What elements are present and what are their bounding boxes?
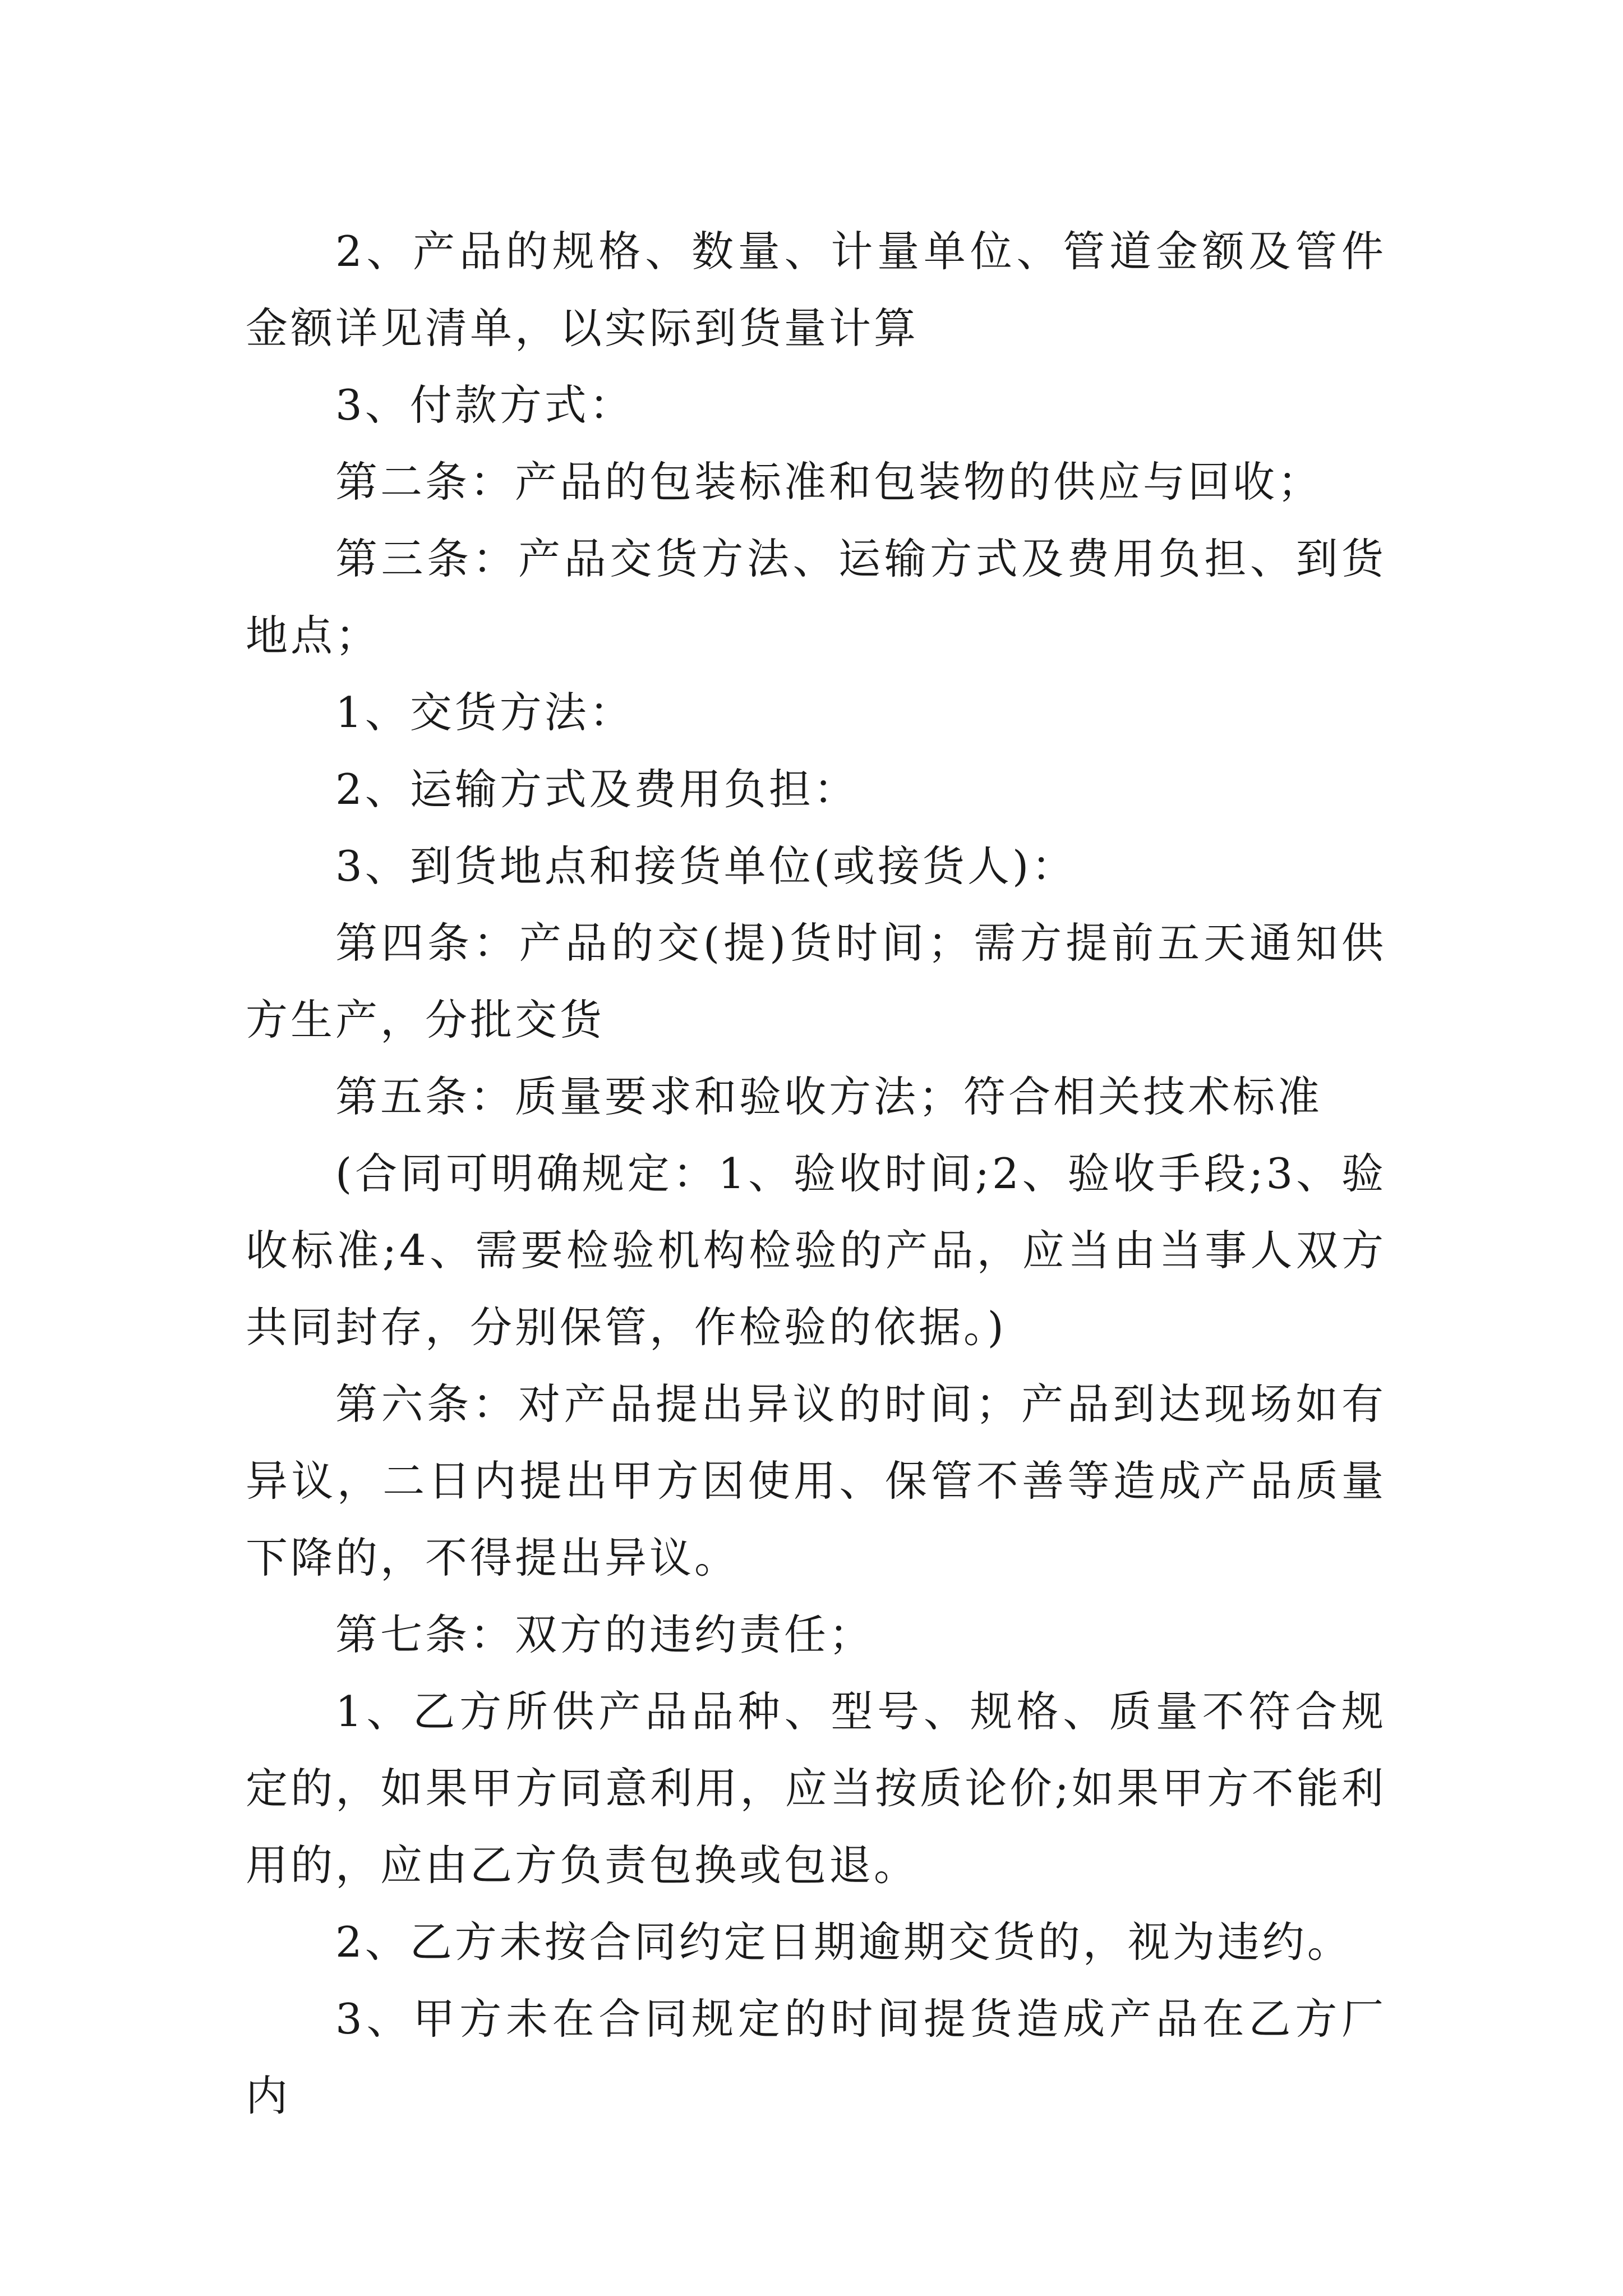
- paragraph-article-5: 第五条：质量要求和验收方法；符合相关技术标准: [335, 1072, 1323, 1121]
- paragraph-liability-1: 1、乙方所供产品品种、型号、规格、质量不符合规定的，如果甲方同意利用，应当按质论价;如果甲方不能利用的，应由乙方负责包换或包退。: [246, 1687, 1386, 1890]
- paragraph-article-7: 第七条：双方的违约责任；: [335, 1610, 874, 1659]
- paragraph-article-4: 第四条：产品的交(提)货时间；需方提前五天通知供方生产，分批交货: [246, 918, 1386, 1045]
- paragraph-liability-3: 3、甲方未在合同规定的时间提货造成产品在乙方厂内: [246, 1994, 1386, 2120]
- paragraph-article-3: 第三条：产品交货方法、运输方式及费用负担、到货地点；: [246, 534, 1386, 660]
- paragraph-acceptance-note: (合同可明确规定：1、验收时间;2、验收手段;3、验收标准;4、需要检验机构检验的产品，应当由当事人双方共同封存，分别保管，作检验的依据。): [246, 1149, 1386, 1352]
- paragraph-spec-quantity: 2、产品的规格、数量、计量单位、管道金额及管件金额详见清单，以实际到货量计算: [246, 227, 1386, 353]
- paragraph-article-2: 第二条：产品的包装标准和包装物的供应与回收；: [335, 457, 1323, 507]
- paragraph-transport-cost: 2、运输方式及费用负担：: [335, 765, 859, 814]
- paragraph-payment-method: 3、付款方式：: [335, 380, 634, 430]
- paragraph-destination: 3、到货地点和接货单位(或接货人)：: [335, 841, 1077, 891]
- paragraph-liability-2: 2、乙方未按合同约定日期逾期交货的，视为违约。: [335, 1917, 1352, 1967]
- paragraph-article-6: 第六条：对产品提出异议的时间；产品到达现场如有异议，二日内提出甲方因使用、保管不善等造成产品质量下降的，不得提出异议。: [246, 1379, 1386, 1582]
- document-body: [246, 213, 1386, 2134]
- paragraph-delivery-method: 1、交货方法：: [335, 688, 634, 737]
